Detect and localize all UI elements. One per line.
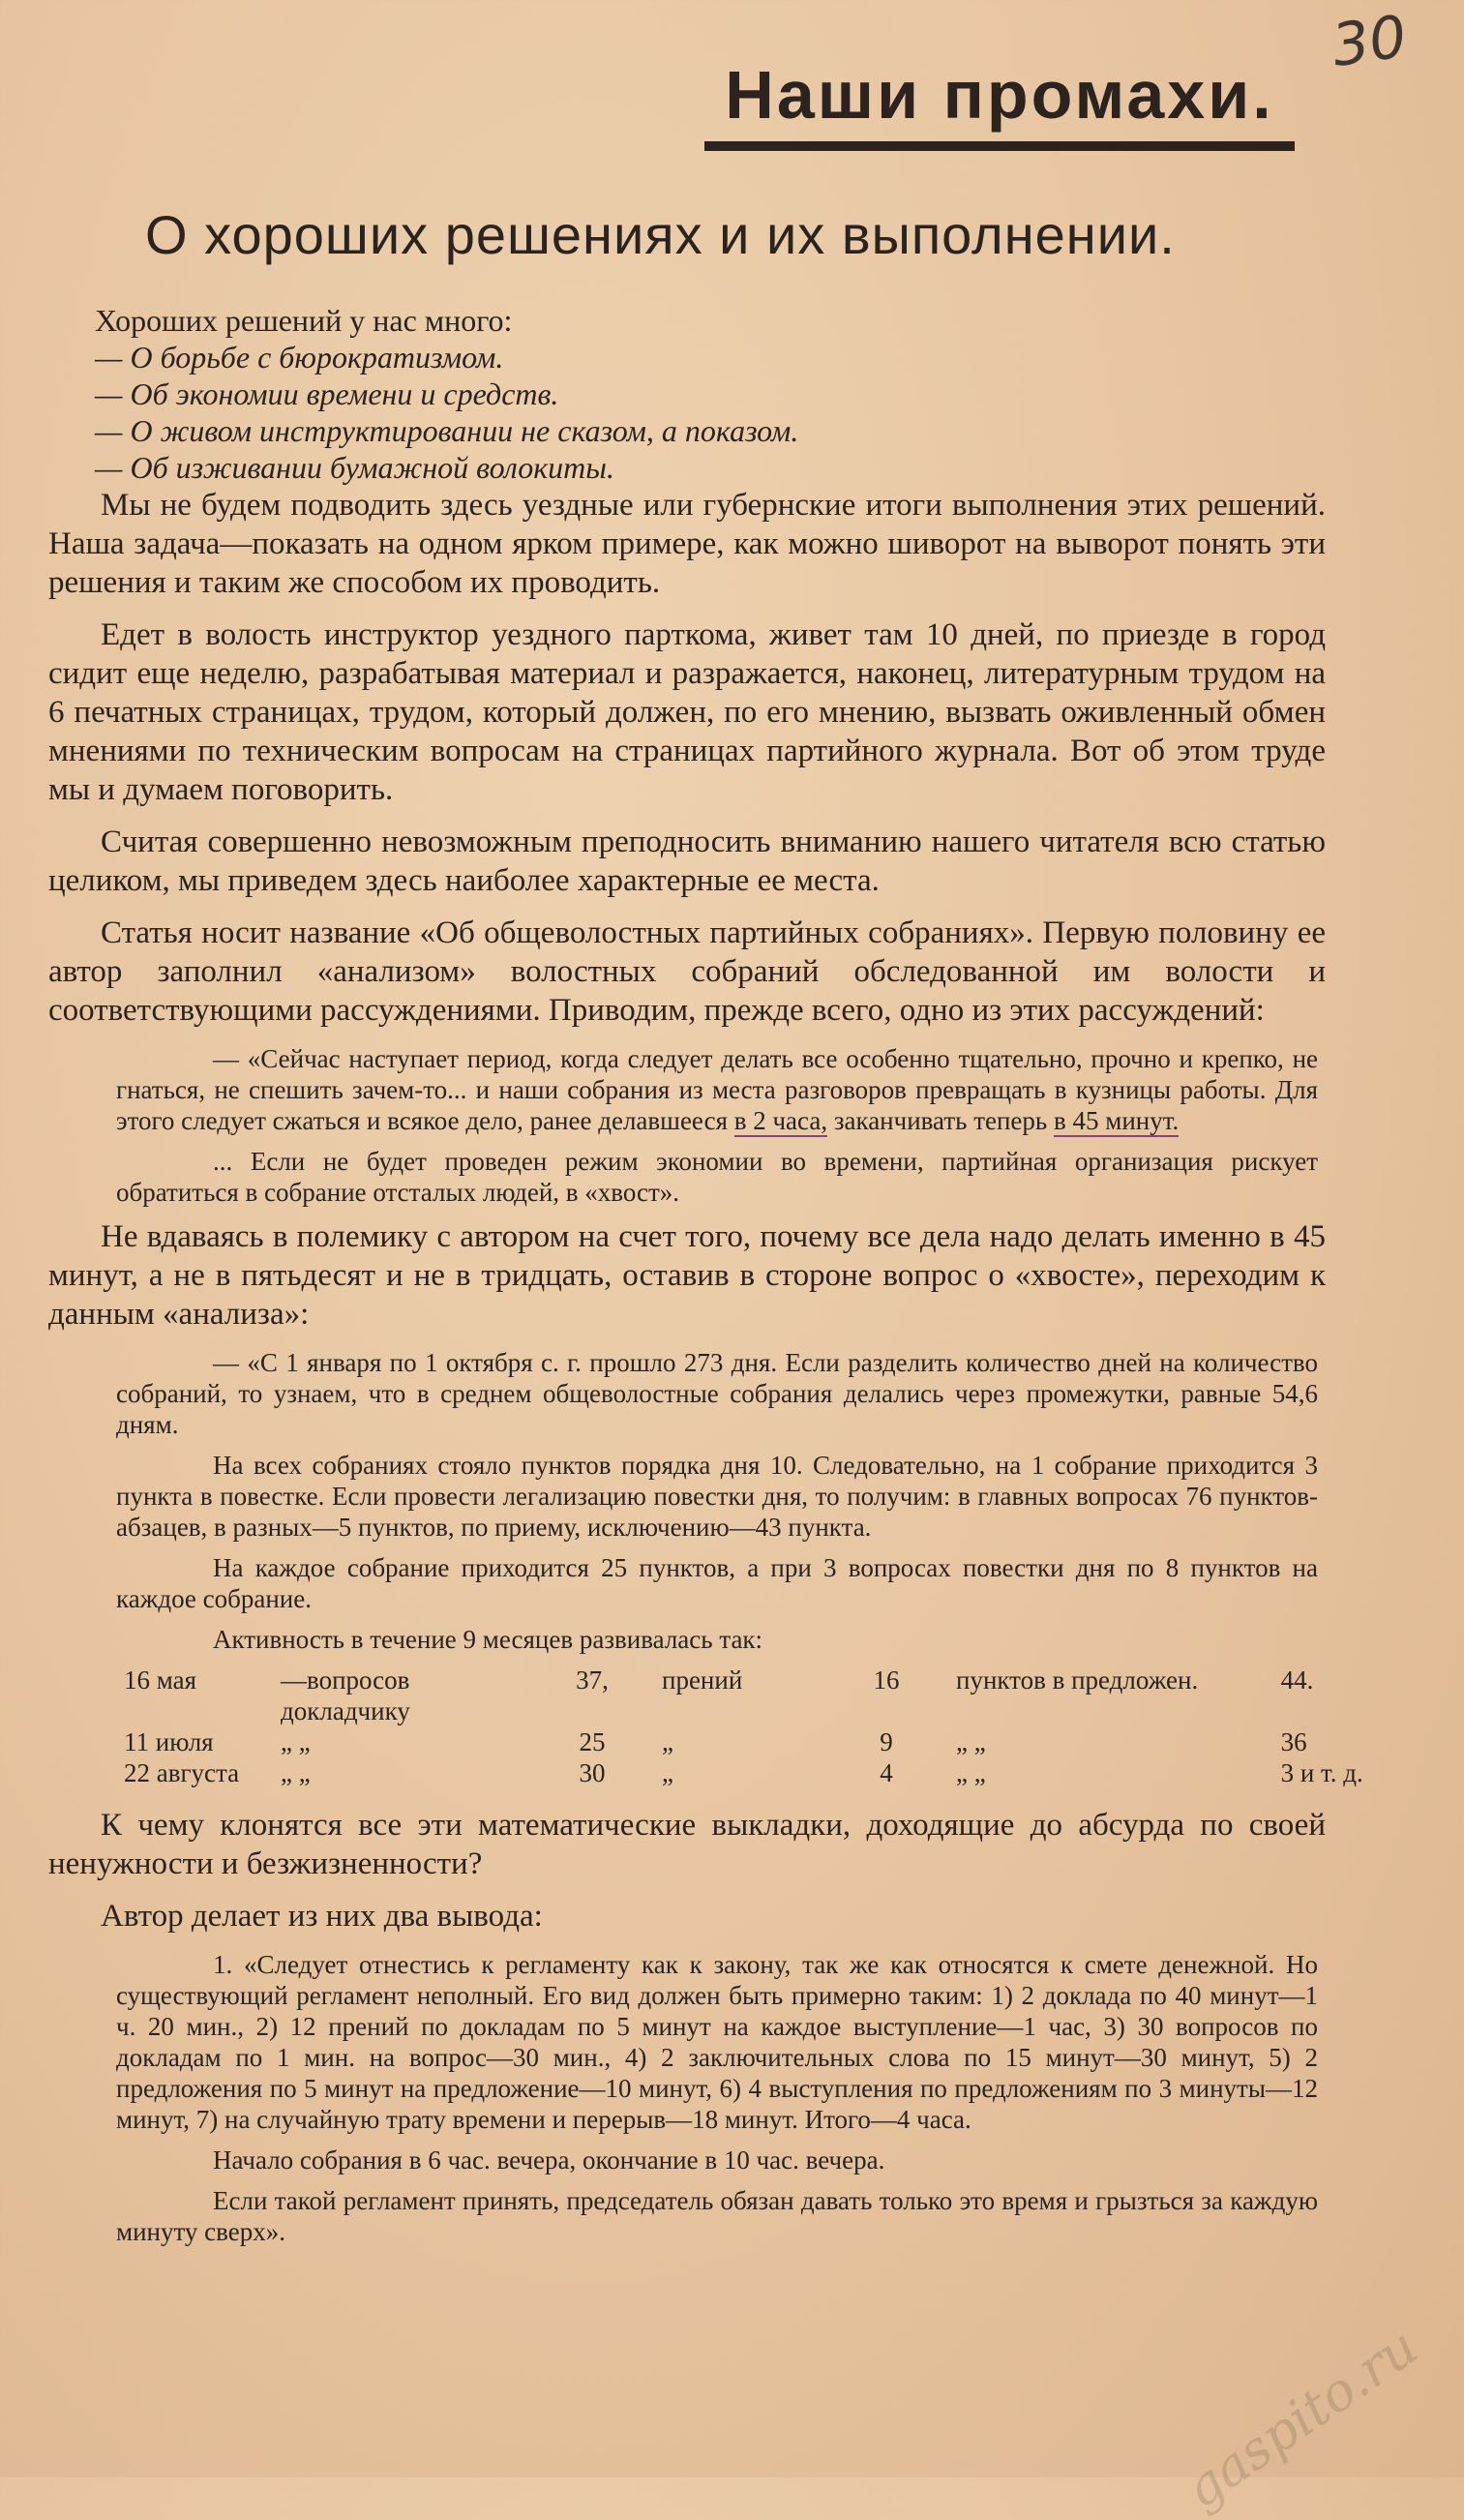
table-row — [118, 1726, 1395, 1757]
cell-label: —вопросов докладчику — [281, 1665, 410, 1725]
cell-debates: 16 — [873, 1665, 900, 1695]
cell-debates: 4 — [880, 1758, 893, 1787]
quote-text: — «Сейчас наступает период, когда следует делать все особенно тщательно, прочно и крепко, не гнаться, не спешить зачем-то... и наши собрания из места разговоров превращать в кузницы работы. Для этого следует сжаться и всякое дело, ранее делавшееся — [116, 1044, 1318, 1135]
paragraph: Не вдаваясь в полемику с автором на счет того, почему все дела надо делать именно в 45 минут, а не в пятьдесят и не в тридцать, оставив в стороне вопрос о «хвосте», переходим к данным «анализа»: — [48, 1219, 1326, 1332]
cell-tail: „ „ — [956, 1727, 986, 1756]
cell-date: 16 мая — [124, 1665, 197, 1695]
paragraph: Статья носит название «Об общеволостных партийных собраниях». Первую половину ее автор заполнил «анализом» волостных собраний обследованной им волости и соответствующими рассуждениями. Приводим, прежде всего, одно из этих рассуждений: — [48, 915, 1326, 1028]
cell-mid: прений — [662, 1665, 743, 1695]
cell-questions: 25 — [579, 1727, 606, 1756]
cell-label: „ „ — [281, 1758, 311, 1787]
cell-questions: 37, — [576, 1665, 609, 1695]
rubric-title: Наши промахи. — [704, 56, 1295, 151]
intro-item: — Об изживании бумажной волокиты. — [95, 450, 614, 485]
intro-item: — Об экономии времени и средств. — [95, 376, 559, 411]
table-row — [118, 1757, 1395, 1788]
highlighted-phrase: в 45 минут. — [1053, 1106, 1180, 1135]
cell-label: „ „ — [281, 1727, 311, 1756]
quote-paragraph: Активность в течение 9 месяцев развивалась так: — [213, 1625, 763, 1654]
activity-table — [118, 1665, 1395, 1788]
article-headline: О хороших решениях и их выполнении. — [145, 204, 1176, 265]
cell-tail: пунктов в предложен. — [956, 1665, 1199, 1695]
quote-paragraph: — «С 1 января по 1 октября с. г. прошло 273 дня. Если разделить количество дней на количество собраний, то узнаем, что в среднем общеволостные собрания делались через промежутки, равные 54,6 дням. — [116, 1348, 1318, 1439]
paragraph: Автор делает из них два вывода: — [101, 1899, 543, 1934]
cell-tail: „ „ — [956, 1758, 986, 1787]
paragraph: Едет в волость инструктор уездного парткома, живет там 10 дней, по приезде в город сидит еще неделю, разрабатывая материал и разражается, наконец, литературным трудом на 6 печатных страницах, трудом, который должен, по его мнению, вызвать оживленный обмен мнениями по техническим вопросам на страницах партийного журнала. Вот об этом труде мы и думаем поговорить. — [48, 617, 1326, 807]
quote-text: заканчивать теперь — [827, 1106, 1054, 1135]
watermark: gaspito.ru — [1173, 2316, 1428, 2520]
article-body — [48, 302, 1363, 2257]
cell-proposals: 44. — [1280, 1665, 1314, 1695]
highlighted-phrase: в 2 часа, — [733, 1106, 828, 1135]
intro-line: Хороших решений у нас много: — [95, 303, 513, 338]
cell-date: 11 июля — [124, 1727, 214, 1756]
quote-paragraph: На всех собраниях стояло пунктов порядка дня 10. Следовательно, на 1 собрание приходится 3 пункта в повестке. Если провести легализацию повестки дня, то получим: в главных вопросах 76 пунктов-абзацев, в разных—5 пунктов, по приему, исключению—43 пункта. — [116, 1451, 1318, 1542]
paragraph: К чему клонятся все эти математические выкладки, доходящие до абсурда по своей ненужности и безжизненности? — [48, 1808, 1326, 1881]
quote-paragraph: Начало собрания в 6 час. вечера, окончание в 10 час. вечера. — [213, 2145, 885, 2175]
quote-paragraph: 1. «Следует отнестись к регламенту как к закону, так же как относятся к смете денежной. Но существующий регламент неполный. Его вид должен быть примерно таким: 1) 2 доклада по 40 минут—1 ч. 20 мин., 2) 12 прений по докладам по 5 минут на каждое выступление—1 час, 3) 30 вопросов по докладам по 1 мин. на вопрос—30 мин., 4) 2 заключительных слова по 15 минут—30 минут, 5) 2 предложения по 5 минут на предложение—10 минут, 6) 4 выступления по предложениям по 3 минуты—12 минут, 7) на случайную трату времени и перерыв—18 минут. Итого—4 часа. — [116, 1950, 1318, 2134]
cell-mid: „ — [662, 1758, 673, 1787]
cell-debates: 9 — [880, 1727, 893, 1756]
paragraph: Мы не будем подводить здесь уездные или губернские итоги выполнения этих решений. Наша задача—показать на одном ярком примере, как можно шиворот на выворот понять эти решения и таким же способом их проводить. — [48, 488, 1326, 600]
intro-item: — О живом инструктировании не сказом, а показом. — [95, 413, 799, 448]
quote-paragraph: На каждое собрание приходится 25 пунктов, а при 3 вопросах повестки дня по 8 пунктов на каждое собрание. — [116, 1553, 1318, 1613]
quote-paragraph: Если такой регламент принять, председатель обязан давать только это время и грызться за каждую минуту сверх». — [116, 2186, 1318, 2246]
paragraph: Считая совершенно невозможным преподносить вниманию нашего читателя всю статью целиком, мы приведем здесь наиболее характерные ее места. — [48, 825, 1326, 898]
cell-proposals: 36 — [1280, 1727, 1307, 1756]
cell-questions: 30 — [579, 1758, 606, 1787]
cell-proposals: 3 и т. д. — [1280, 1758, 1363, 1787]
quote-paragraph — [48, 1043, 1326, 1136]
quote-paragraph: ... Если не будет проведен режим экономии во времени, партийная организация рискует обратиться в собрание отсталых людей, в «хвост». — [116, 1147, 1318, 1207]
page-number: 30 — [1328, 3, 1411, 80]
cell-mid: „ — [662, 1727, 673, 1756]
intro-item: — О борьбе с бюрократизмом. — [95, 340, 504, 375]
intro-list — [48, 339, 1326, 486]
cell-date: 22 августа — [124, 1758, 240, 1787]
table-row — [118, 1665, 1395, 1726]
